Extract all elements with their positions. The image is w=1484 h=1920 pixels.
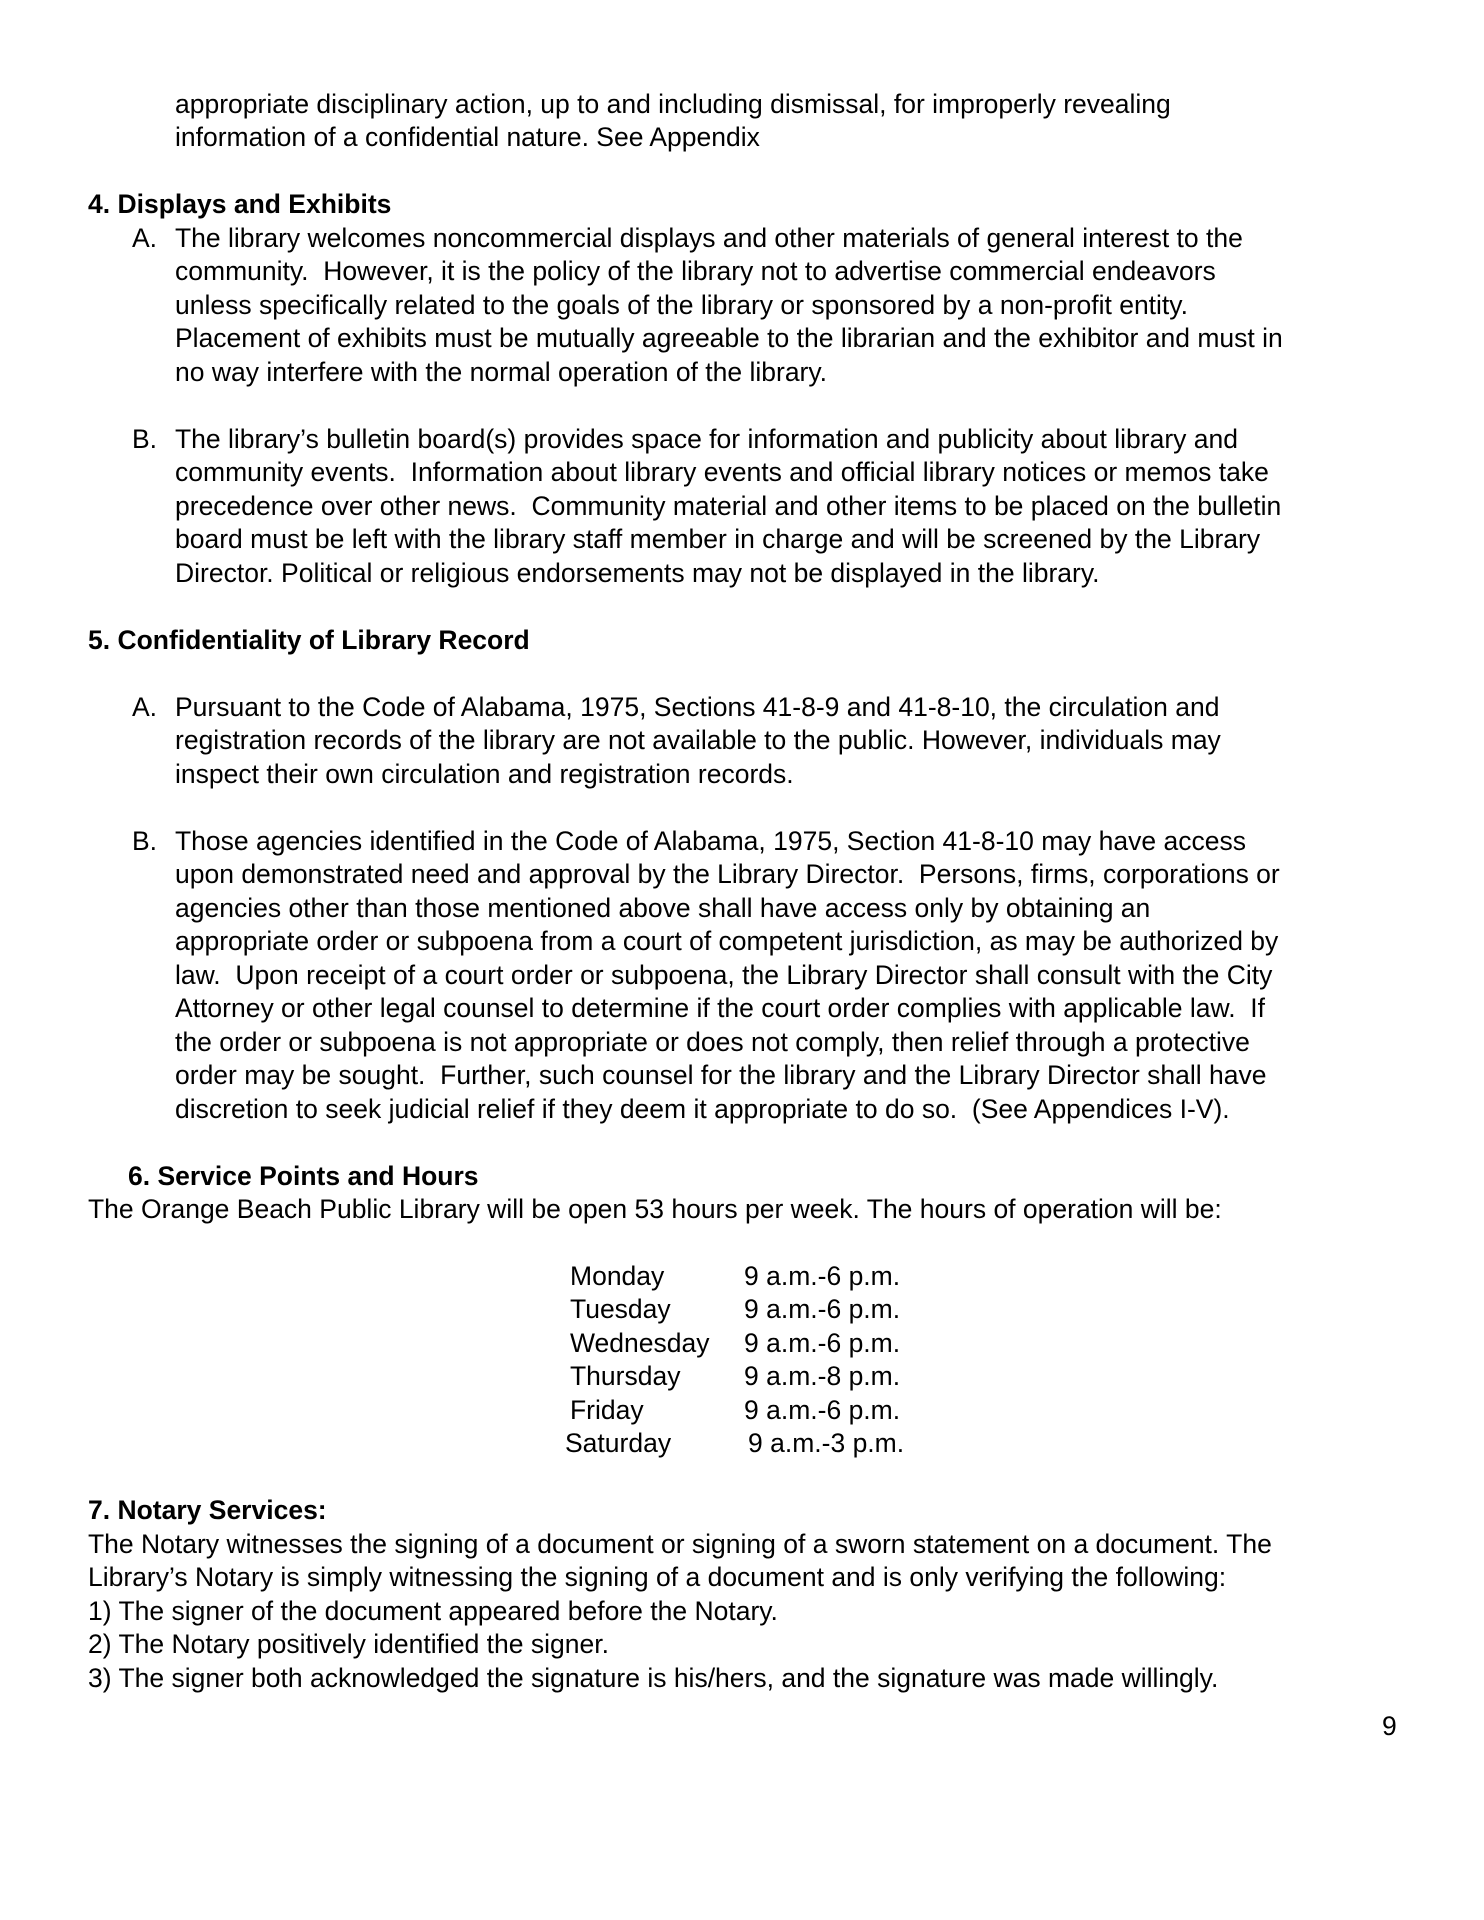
page-number: 9: [1382, 1711, 1397, 1741]
hours-day: Thursday: [570, 1361, 681, 1391]
hours-time: 9 a.m.-6 p.m.: [744, 1328, 901, 1358]
paragraph-line: precedence over other news. Community material and other items to be placed on the bulletin: [175, 491, 1282, 521]
hours-time: 9 a.m.-6 p.m.: [744, 1294, 901, 1324]
paragraph-line: the order or subpoena is not appropriate or does not comply, then relief through a protective: [175, 1027, 1250, 1057]
paragraph-line: The Notary witnesses the signing of a document or signing of a sworn statement on a document. The: [88, 1529, 1272, 1559]
section-heading-service-hours: 6. Service Points and Hours: [128, 1161, 479, 1191]
paragraph-line: community. However, it is the policy of the library not to advertise commercial endeavors: [175, 256, 1216, 286]
paragraph-line: The library’s bulletin board(s) provides space for information and publicity about library and: [175, 424, 1239, 454]
list-marker: B.: [132, 424, 158, 454]
continuation-line: information of a confidential nature. See Appendix: [175, 122, 760, 152]
list-marker: A.: [132, 223, 158, 253]
paragraph-line: community events. Information about library events and official library notices or memos take: [175, 457, 1269, 487]
section-heading-displays-exhibits: 4. Displays and Exhibits: [88, 189, 392, 219]
hours-day: Tuesday: [570, 1294, 671, 1324]
paragraph-line: discretion to seek judicial relief if they deem it appropriate to do so. (See Appendices I-V).: [175, 1094, 1230, 1124]
paragraph-line: board must be left with the library staff member in charge and will be screened by the Library: [175, 524, 1261, 554]
section-heading-notary: 7. Notary Services:: [88, 1495, 327, 1525]
numbered-item: 3) The signer both acknowledged the signature is his/hers, and the signature was made willingly.: [88, 1663, 1219, 1693]
hours-time: 9 a.m.-3 p.m.: [748, 1428, 905, 1458]
paragraph-line: Those agencies identified in the Code of Alabama, 1975, Section 41-8-10 may have access: [175, 826, 1246, 856]
paragraph-line: The library welcomes noncommercial displays and other materials of general interest to the: [175, 223, 1243, 253]
hours-time: 9 a.m.-6 p.m.: [744, 1395, 901, 1425]
hours-time: 9 a.m.-8 p.m.: [744, 1361, 901, 1391]
paragraph-line: registration records of the library are not available to the public. However, individuals may: [175, 725, 1221, 755]
hours-day: Saturday: [565, 1428, 672, 1458]
paragraph-line: law. Upon receipt of a court order or subpoena, the Library Director shall consult with the City: [175, 960, 1273, 990]
list-marker: B.: [132, 826, 158, 856]
paragraph-line: Attorney or other legal counsel to determine if the court order complies with applicable law. If: [175, 993, 1266, 1023]
continuation-line: appropriate disciplinary action, up to and including dismissal, for improperly revealing: [175, 89, 1171, 119]
hours-time: 9 a.m.-6 p.m.: [744, 1261, 901, 1291]
numbered-item: 1) The signer of the document appeared before the Notary.: [88, 1596, 778, 1626]
paragraph-line: Director. Political or religious endorsements may not be displayed in the library.: [175, 558, 1100, 588]
paragraph-line: Placement of exhibits must be mutually agreeable to the librarian and the exhibitor and must in: [175, 323, 1283, 353]
hours-day: Friday: [570, 1395, 644, 1425]
paragraph-line: order may be sought. Further, such counsel for the library and the Library Director shall have: [175, 1060, 1267, 1090]
paragraph-line: agencies other than those mentioned above shall have access only by obtaining an: [175, 893, 1151, 923]
list-marker: A.: [132, 692, 158, 722]
hours-day: Wednesday: [570, 1328, 710, 1358]
hours-intro: The Orange Beach Public Library will be open 53 hours per week. The hours of operation will be:: [88, 1194, 1222, 1224]
paragraph-line: upon demonstrated need and approval by the Library Director. Persons, firms, corporations or: [175, 859, 1280, 889]
paragraph-line: unless specifically related to the goals of the library or sponsored by a non-profit entity.: [175, 290, 1188, 320]
paragraph-line: appropriate order or subpoena from a court of competent jurisdiction, as may be authorized by: [175, 926, 1279, 956]
numbered-item: 2) The Notary positively identified the signer.: [88, 1629, 609, 1659]
section-heading-confidentiality: 5. Confidentiality of Library Record: [88, 625, 530, 655]
paragraph-line: no way interfere with the normal operation of the library.: [175, 357, 828, 387]
paragraph-line: Pursuant to the Code of Alabama, 1975, Sections 41-8-9 and 41-8-10, the circulation and: [175, 692, 1220, 722]
paragraph-line: inspect their own circulation and registration records.: [175, 759, 794, 789]
paragraph-line: Library’s Notary is simply witnessing the signing of a document and is only verifying the following:: [88, 1562, 1227, 1592]
hours-day: Monday: [570, 1261, 665, 1291]
